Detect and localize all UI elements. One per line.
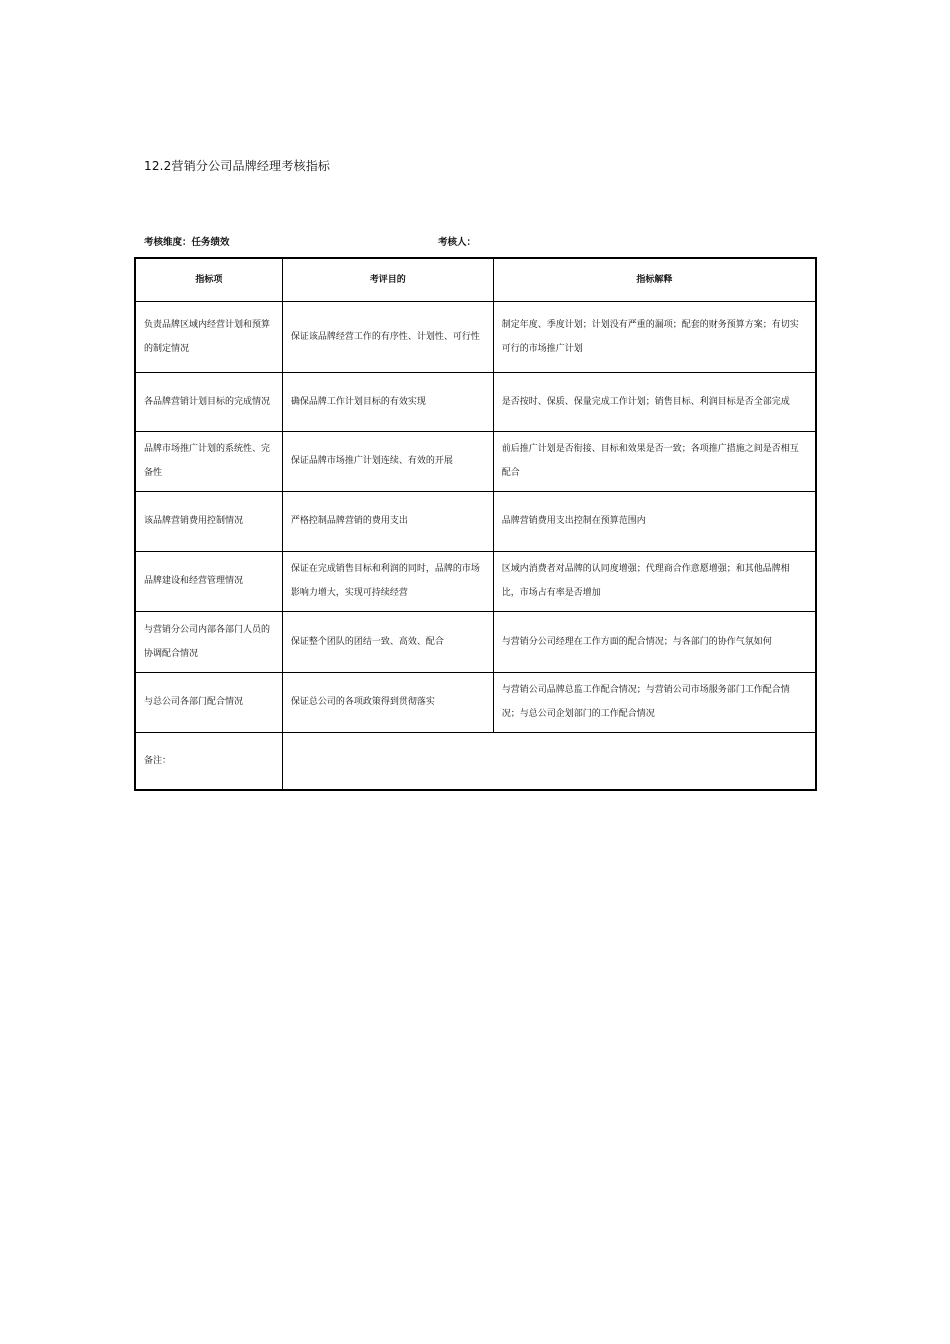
table-header-row (135, 258, 816, 301)
assessor-label: 考核人： (438, 237, 477, 248)
remarks-label: 备注： (135, 732, 282, 790)
table-row (135, 672, 816, 732)
table-row (135, 611, 816, 672)
table-row (135, 551, 816, 611)
indicator-cell: 该品牌营销费用控制情况 (135, 491, 282, 551)
purpose-cell: 保证在完成销售目标和利润的同时，品牌的市场影响力增大，实现可持续经营 (282, 551, 493, 611)
indicator-cell: 与总公司各部门配合情况 (135, 672, 282, 732)
purpose-cell: 保证品牌市场推广计划连续、有效的开展 (282, 431, 493, 491)
header-explanation: 指标解释 (493, 258, 816, 301)
explanation-cell: 前后推广计划是否衔接、目标和效果是否一致；各项推广措施之间是否相互配合 (493, 431, 816, 491)
explanation-cell: 品牌营销费用支出控制在预算范围内 (493, 491, 816, 551)
kpi-table (134, 257, 817, 791)
purpose-cell: 保证整个团队的团结一致、高效、配合 (282, 611, 493, 672)
header-purpose: 考评目的 (282, 258, 493, 301)
indicator-cell: 品牌市场推广计划的系统性、完备性 (135, 431, 282, 491)
explanation-cell: 是否按时、保质、保量完成工作计划；销售目标、利润目标是否全部完成 (493, 372, 816, 431)
page-title: 12.2营销分公司品牌经理考核指标 (144, 159, 331, 173)
table-row (135, 372, 816, 431)
purpose-cell: 保证总公司的各项政策得到贯彻落实 (282, 672, 493, 732)
purpose-cell: 保证该品牌经营工作的有序性、计划性、可行性 (282, 301, 493, 372)
table-row (135, 491, 816, 551)
remarks-row (135, 732, 816, 790)
indicator-cell: 各品牌营销计划目标的完成情况 (135, 372, 282, 431)
remarks-field (282, 732, 816, 790)
table-row (135, 431, 816, 491)
explanation-cell: 制定年度、季度计划；计划没有严重的漏项；配套的财务预算方案；有切实可行的市场推广计划 (493, 301, 816, 372)
indicator-cell: 品牌建设和经营管理情况 (135, 551, 282, 611)
purpose-cell: 严格控制品牌营销的费用支出 (282, 491, 493, 551)
indicator-cell: 负责品牌区域内经营计划和预算的制定情况 (135, 301, 282, 372)
header-indicator: 指标项 (135, 258, 282, 301)
explanation-cell: 区域内消费者对品牌的认同度增强；代理商合作意愿增强；和其他品牌相比，市场占有率是否增加 (493, 551, 816, 611)
table-row (135, 301, 816, 372)
indicator-cell: 与营销分公司内部各部门人员的协调配合情况 (135, 611, 282, 672)
purpose-cell: 确保品牌工作计划目标的有效实现 (282, 372, 493, 431)
explanation-cell: 与营销公司品牌总监工作配合情况；与营销公司市场服务部门工作配合情况；与总公司企划部门的工作配合情况 (493, 672, 816, 732)
explanation-cell: 与营销分公司经理在工作方面的配合情况；与各部门的协作气氛如何 (493, 611, 816, 672)
assessment-dimension: 考核维度：任务绩效 (144, 237, 230, 248)
